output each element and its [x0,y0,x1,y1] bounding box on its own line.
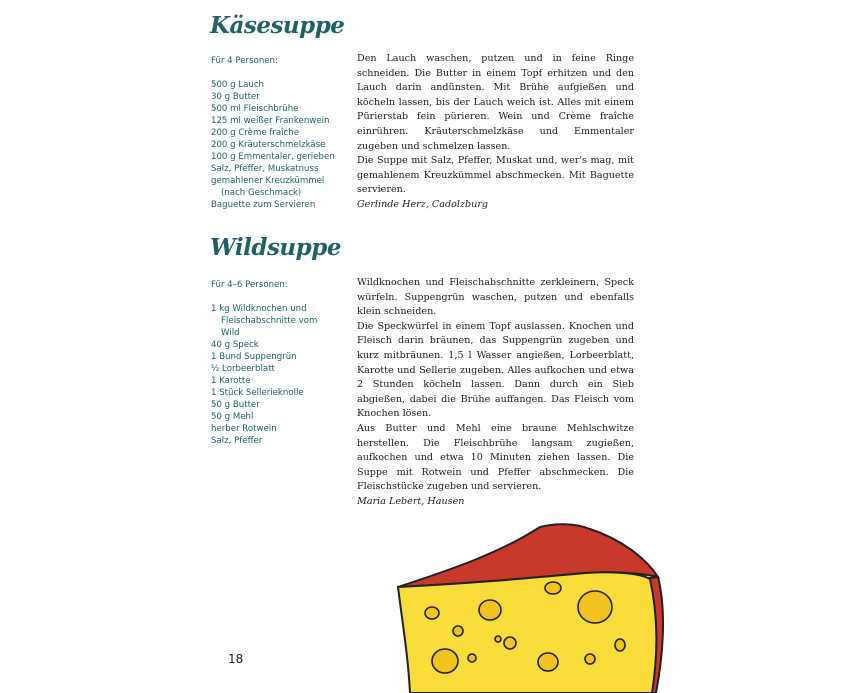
recipe-author: Gerlinde Herz, Cadolzburg [357,198,489,210]
ingredient-list-wildsuppe [211,279,346,447]
ingredient-item: 40 g Speck [211,340,259,350]
ingredient-item: 1 Bund Suppengrün [211,352,297,362]
ingredient-list-kaesesuppe [211,55,346,211]
ingredient-item: ½ Lorbeerblatt [211,364,275,374]
ingredient-item: 500 ml Fleischbrühe [211,104,299,114]
page-number: 18 [228,652,244,666]
ingredient-item: (nach Geschmack) [221,188,302,198]
ingredient-item: Baguette zum Servieren [211,200,316,210]
ingredient-item: 200 g Kräuterschmelzkäse [211,140,326,150]
servings-label: Für 4 Personen: [211,56,278,66]
ingredient-item: herber Rotwein [211,424,277,434]
servings-label: Für 4–6 Personen: [211,280,288,290]
instruction-paragraph: Wildknochen und Fleischabschnitte zerkleinern, Speck würfeln. Suppengrün waschen, putzen und ebenfalls klein schneiden. [357,277,634,318]
instruction-paragraph: Die Suppe mit Salz, Pfeffer, Muskat und, wer's mag, mit gemahlenem Kreuzkümmel abschmecken. Mit Baguette servieren. [357,155,634,196]
cheese-wedge-icon [390,515,670,693]
ingredient-item: 200 g Crème fraîche [211,128,300,138]
recipe-title-wildsuppe: Wildsuppe [210,234,341,261]
ingredient-item: 30 g Butter [211,92,260,102]
instruction-paragraph: Aus Butter und Mehl eine braune Mehlschwitze herstellen. Die Fleischbrühe langsam zugießen, aufkochen und etwa 10 Minuten ziehen lassen. Die Suppe mit Rotwein und Pfeffer abschmecken. Die Fleischstücke zugeben und servieren. [357,422,634,493]
ingredient-item: Fleischabschnitte vom [221,316,318,326]
recipe-title-kaesesuppe: Käsesuppe [210,12,345,39]
ingredient-item: 125 ml weißer Frankenwein [211,116,330,126]
instructions-kaesesuppe [357,52,634,213]
ingredient-item: 50 g Mehl [211,412,254,422]
ingredient-item: 1 Karotte [211,376,251,386]
ingredient-item: Wild [221,328,240,338]
instruction-paragraph: Die Speckwürfel in einem Topf auslassen. Knochen und Fleisch darin bräunen, das Suppengrün zugeben und kurz mitbräunen. 1,5 l Wasser angießen, Lorbeerblatt, Karotte und Sellerie zugeben. Alles aufkochen und etwa 2 Stunden köcheln lassen. Dann durch ein Sieb abgießen, dabei die Brühe auffangen. Das Fleisch vom Knochen lösen. [357,320,634,420]
ingredient-item: 50 g Butter [211,400,260,410]
ingredient-item: gemahlener Kreuzkümmel [211,176,325,186]
ingredient-item: 1 Stück Sellerieknolle [211,388,304,398]
instruction-paragraph: Den Lauch waschen, putzen und in feine Ringe schneiden. Die Butter in einem Topf erhitzen und den Lauch darin andünsten. Mit Brühe aufgießen und köcheln lassen, bis der Lauch weich ist. Alles mit einem Pürierstab fein pürieren. Wein und Crème fraîche einrühren. Kräuterschmelzkäse und Emmentaler zugeben und schmelzen lassen. [357,53,634,152]
recipe-author: Maria Lebert, Hausen [357,495,465,507]
ingredient-item: 100 g Emmentaler, gerieben [211,152,335,162]
instructions-wildsuppe [357,276,634,510]
ingredient-item: Salz, Pfeffer [211,436,263,446]
ingredient-item: 500 g Lauch [211,80,264,90]
ingredient-item: Salz, Pfeffer, Muskatnuss [211,164,319,174]
ingredient-item: 1 kg Wildknochen und [211,304,307,314]
